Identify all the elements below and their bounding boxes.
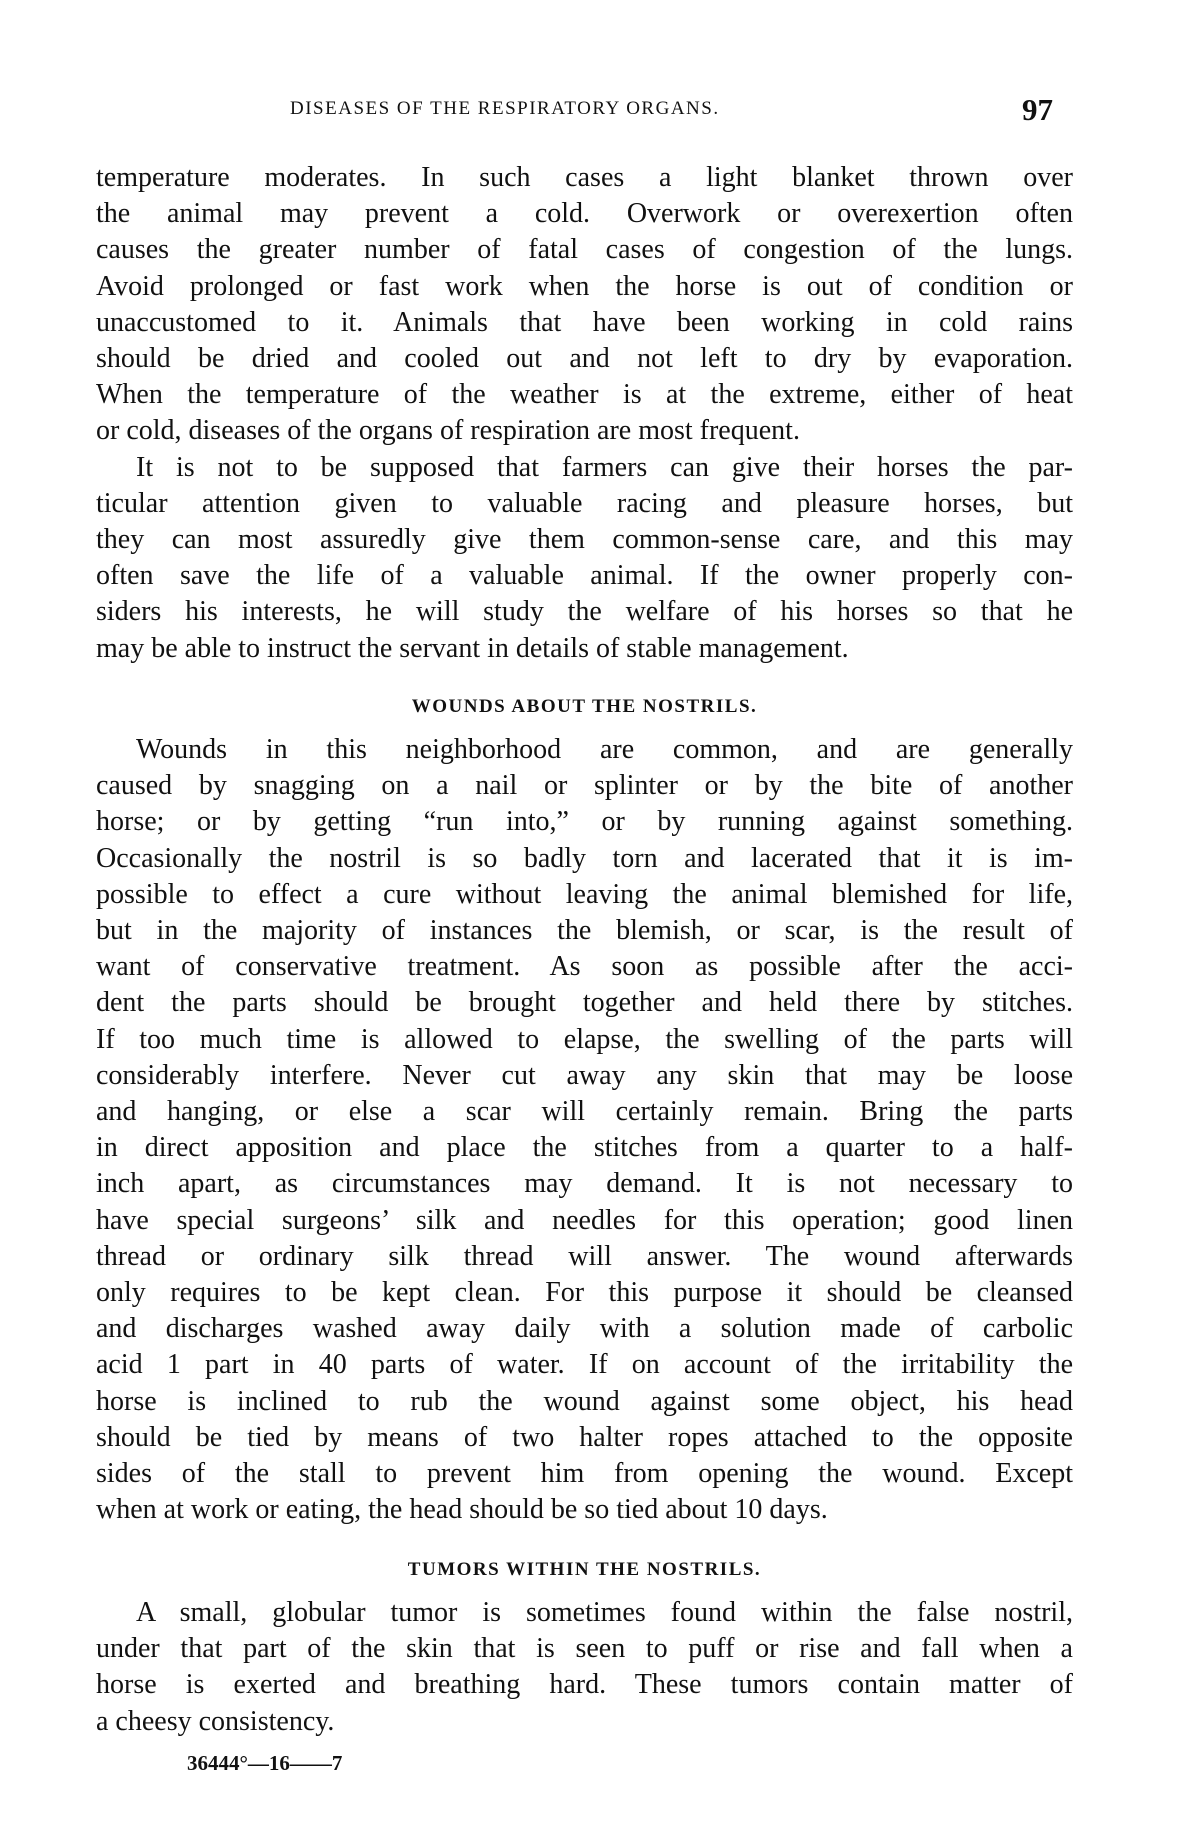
text-line: considerably interfere. Never cut away any skin that may be loose	[96, 1059, 1073, 1091]
text-line: A small, globular tumor is sometimes found within the false nostril,	[136, 1597, 1073, 1628]
text-line: If too much time is allowed to elapse, the swelling of the parts will	[96, 1023, 1073, 1055]
text-line: horse is exerted and breathing hard. These tumors contain matter of	[96, 1669, 1073, 1701]
text-line: inch apart, as circumstances may demand. It is not necessary to	[96, 1168, 1073, 1200]
text-line: temperature moderates. In such cases a light blanket thrown over	[96, 162, 1073, 193]
text-line: causes the greater number of fatal cases of congestion of the lungs.	[96, 234, 1073, 266]
text-line: only requires to be kept clean. For this purpose it should be cleansed	[96, 1277, 1073, 1309]
text-line: when at work or eating, the head should be so tied about 10 days.	[96, 1494, 828, 1526]
text-line: have special surgeons’ silk and needles for this operation; good linen	[96, 1204, 1073, 1236]
text-line: Wounds in this neighborhood are common, and are generally	[136, 734, 1073, 765]
paragraph-tumors	[96, 1595, 1073, 1740]
text-line: It is not to be supposed that farmers can give their horses the par-	[136, 451, 1073, 483]
printer-signature: 36444°—16——7	[187, 1751, 343, 1775]
text-line: or cold, diseases of the organs of respiration are most frequent.	[96, 415, 800, 447]
text-line: ticular attention given to valuable racing and pleasure horses, but	[96, 487, 1073, 519]
paragraph-wounds	[96, 732, 1073, 1528]
text-line: and discharges washed away daily with a solution made of carbolic	[96, 1313, 1073, 1345]
text-line: often save the life of a valuable animal. If the owner properly con-	[96, 560, 1073, 592]
text-line: Occasionally the nostril is so badly torn and lacerated that it is im-	[96, 842, 1073, 874]
text-line: the animal may prevent a cold. Overwork or overexertion often	[96, 198, 1073, 230]
text-line: may be able to instruct the servant in details of stable management.	[96, 632, 849, 664]
section-heading-tumors: TUMORS WITHIN THE NOSTRILS.	[407, 1559, 762, 1580]
text-line: caused by snagging on a nail or splinter or by the bite of another	[96, 770, 1073, 802]
text-line: and hanging, or else a scar will certainly remain. Bring the parts	[96, 1096, 1073, 1128]
text-line: horse; or by getting “run into,” or by running against something.	[96, 806, 1073, 838]
text-line: want of conservative treatment. As soon as possible after the acci-	[96, 951, 1073, 983]
section-heading-wounds: WOUNDS ABOUT THE NOSTRILS.	[411, 696, 758, 717]
text-line: a cheesy consistency.	[96, 1705, 335, 1737]
text-line: they can most assuredly give them common-sense care, and this may	[96, 524, 1073, 555]
text-line: unaccustomed to it. Animals that have been working in cold rains	[96, 306, 1073, 338]
paragraph-2	[96, 450, 1073, 667]
page-number: 97	[1022, 92, 1053, 127]
text-line: Avoid prolonged or fast work when the horse is out of condition or	[96, 270, 1073, 302]
paragraph-1	[96, 160, 1073, 450]
text-line: dent the parts should be brought together and held there by stitches.	[96, 987, 1073, 1019]
text-line: horse is inclined to rub the wound against some object, his head	[96, 1385, 1073, 1417]
text-line: should be dried and cooled out and not left to dry by evaporation.	[96, 343, 1073, 375]
text-line: in direct apposition and place the stitches from a quarter to a half-	[96, 1132, 1073, 1164]
text-line: siders his interests, he will study the welfare of his horses so that he	[96, 596, 1073, 628]
text-line: under that part of the skin that is seen to puff or rise and fall when a	[96, 1633, 1073, 1665]
text-line: acid 1 part in 40 parts of water. If on account of the irritability the	[96, 1349, 1073, 1381]
text-line: When the temperature of the weather is at the extreme, either of heat	[96, 379, 1073, 411]
text-line: possible to effect a cure without leaving the animal blemished for life,	[96, 878, 1073, 910]
text-line: should be tied by means of two halter ropes attached to the opposite	[96, 1421, 1073, 1453]
text-line: sides of the stall to prevent him from opening the wound. Except	[96, 1458, 1073, 1490]
running-head: DISEASES OF THE RESPIRATORY ORGANS.	[290, 98, 720, 119]
text-line: thread or ordinary silk thread will answer. The wound afterwards	[96, 1240, 1073, 1272]
text-line: but in the majority of instances the blemish, or scar, is the result of	[96, 915, 1073, 947]
